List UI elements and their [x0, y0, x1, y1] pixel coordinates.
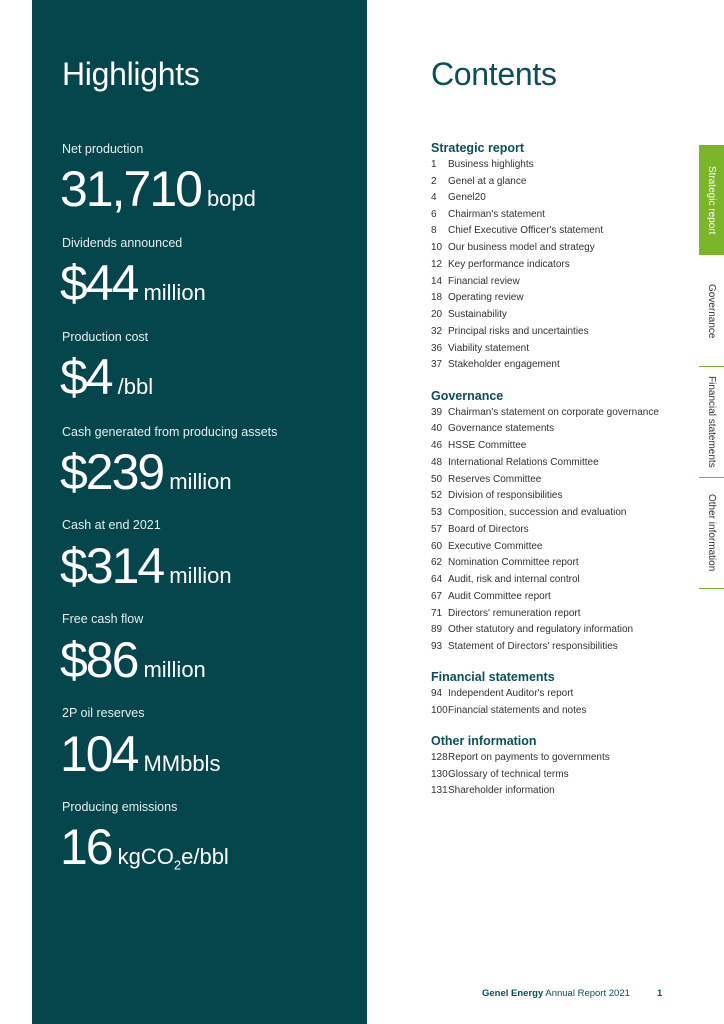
- toc-item[interactable]: [431, 175, 526, 189]
- toc-page-number: 64: [431, 574, 443, 585]
- tab-strategic-report[interactable]: [699, 145, 724, 255]
- metric-number: 31,710: [60, 161, 201, 217]
- toc-item[interactable]: [431, 784, 555, 798]
- page-footer: [482, 988, 663, 999]
- toc-page-number: 93: [431, 641, 443, 652]
- toc-item-label: Independent Auditor's report: [448, 688, 574, 699]
- toc-item-label: Financial statements and notes: [448, 705, 587, 716]
- toc-item-label: HSSE Committee: [448, 440, 527, 451]
- metric-unit: million: [169, 563, 232, 588]
- tab-divider: [699, 588, 724, 589]
- toc-item-label: Shareholder information: [448, 785, 555, 796]
- toc-item-label: Operating review: [448, 292, 524, 303]
- toc-item-label: Report on payments to governments: [448, 752, 610, 763]
- metric-unit: million: [143, 657, 206, 682]
- unit-subscript: 2: [173, 857, 182, 873]
- toc-item[interactable]: [431, 406, 659, 420]
- section-title-other-information[interactable]: Other information: [431, 734, 537, 748]
- metric-value-oil-reserves: [60, 725, 220, 783]
- metric-label-dividends: Dividends announced: [62, 236, 183, 250]
- metric-number: $86: [60, 632, 138, 688]
- highlights-title: Highlights: [62, 56, 200, 92]
- toc-item-label: Audit Committee report: [448, 591, 551, 602]
- metric-label-free-cash-flow: Free cash flow: [62, 612, 144, 626]
- toc-page-number: 71: [431, 608, 443, 619]
- toc-item[interactable]: [431, 607, 581, 621]
- toc-page-number: 89: [431, 624, 443, 635]
- metric-unit: million: [143, 280, 206, 305]
- toc-item-label: Governance statements: [448, 423, 555, 434]
- metric-number: 104: [60, 726, 138, 782]
- contents-title: Contents: [431, 56, 557, 92]
- metric-number: $239: [60, 444, 164, 500]
- toc-item-label: Glossary of technical terms: [448, 769, 569, 780]
- toc-item[interactable]: [431, 590, 551, 604]
- toc-item[interactable]: [431, 358, 560, 372]
- toc-item[interactable]: [431, 308, 507, 322]
- toc-item-label: Board of Directors: [448, 524, 529, 535]
- toc-item-label: Directors' remuneration report: [448, 608, 581, 619]
- toc-page-number: 57: [431, 524, 443, 535]
- tab-label: Other information: [706, 494, 717, 572]
- toc-page-number: 130: [431, 769, 448, 780]
- toc-page-number: 10: [431, 242, 443, 253]
- metric-unit: bopd: [206, 186, 256, 211]
- toc-page-number: 48: [431, 457, 443, 468]
- toc-page-number: 1: [431, 159, 437, 170]
- toc-page-number: 8: [431, 225, 437, 236]
- toc-item-label: Our business model and strategy: [448, 242, 595, 253]
- unit-suffix: e/bbl: [181, 844, 229, 869]
- toc-page-number: 67: [431, 591, 443, 602]
- tab-governance[interactable]: [699, 256, 724, 366]
- section-title-governance[interactable]: Governance: [431, 389, 504, 403]
- toc-page-number: 32: [431, 326, 443, 337]
- toc-item-label: Composition, succession and evaluation: [448, 507, 627, 518]
- toc-page-number: 128: [431, 752, 448, 763]
- toc-item[interactable]: [431, 640, 618, 654]
- toc-item-label: Key performance indicators: [448, 259, 570, 270]
- tab-label-wrap: [699, 145, 724, 255]
- toc-page-number: 2: [431, 176, 437, 187]
- metric-number: 16: [60, 819, 112, 875]
- metric-value-cash-end: [60, 537, 232, 595]
- toc-item-label: Division of responsibilities: [448, 490, 563, 501]
- footer-title: Annual Report 2021: [545, 988, 630, 999]
- toc-page-number: 37: [431, 359, 443, 370]
- metric-label-production-cost: Production cost: [62, 330, 149, 344]
- toc-item-label: Statement of Directors' responsibilities: [448, 641, 618, 652]
- toc-item-label: Viability statement: [448, 343, 529, 354]
- page-number: 1: [657, 988, 663, 999]
- toc-item[interactable]: [431, 704, 586, 718]
- metric-label-emissions: Producing emissions: [62, 800, 178, 814]
- footer-brand: Genel Energy: [482, 988, 544, 999]
- toc-item[interactable]: [431, 556, 579, 570]
- tab-label: Governance: [706, 283, 717, 339]
- toc-page-number: 46: [431, 440, 443, 451]
- metric-unit: [117, 844, 229, 873]
- toc-item[interactable]: [431, 456, 599, 470]
- toc-item[interactable]: [431, 258, 570, 272]
- metric-unit: million: [169, 469, 232, 494]
- toc-item-label: Executive Committee: [448, 541, 543, 552]
- toc-page-number: 50: [431, 474, 443, 485]
- toc-page-number: 100: [431, 705, 448, 716]
- toc-page-number: 53: [431, 507, 443, 518]
- metric-label-oil-reserves: 2P oil reserves: [62, 706, 145, 720]
- metric-label-net-production: Net production: [62, 142, 144, 156]
- metric-value-dividends: [60, 254, 206, 312]
- toc-item-label: International Relations Committee: [448, 457, 599, 468]
- toc-item[interactable]: [431, 523, 529, 537]
- toc-item-label: Chairman's statement on corporate governance: [448, 407, 659, 418]
- toc-item[interactable]: [431, 224, 603, 238]
- metric-unit: /bbl: [117, 374, 154, 399]
- toc-item[interactable]: [431, 342, 529, 356]
- toc-page-number: 131: [431, 785, 448, 796]
- toc-item[interactable]: [431, 158, 534, 172]
- metric-value-free-cash-flow: [60, 631, 206, 689]
- tab-label-wrap: [699, 367, 724, 477]
- tab-other-information[interactable]: [699, 478, 724, 588]
- metric-unit: MMbbls: [143, 751, 221, 776]
- tab-label: Financial statements: [706, 376, 717, 468]
- toc-page-number: 6: [431, 209, 437, 220]
- toc-item[interactable]: [431, 208, 545, 222]
- metric-value-emissions: [60, 818, 229, 876]
- highlights-panel: [32, 0, 367, 1024]
- metric-label-cash-generated: Cash generated from producing assets: [62, 425, 278, 439]
- toc-page-number: 14: [431, 276, 443, 287]
- toc-item[interactable]: [431, 241, 595, 255]
- toc-item[interactable]: [431, 325, 589, 339]
- metric-number: $44: [60, 255, 138, 311]
- toc-page-number: 36: [431, 343, 443, 354]
- toc-item[interactable]: [431, 506, 626, 520]
- metric-value-net-production: [60, 160, 256, 218]
- toc-item-label: Financial review: [448, 276, 520, 287]
- toc-page-number: 4: [431, 192, 437, 203]
- metric-label-cash-end: Cash at end 2021: [62, 518, 161, 532]
- toc-page-number: 18: [431, 292, 443, 303]
- toc-item-label: Business highlights: [448, 159, 534, 170]
- section-title-financial-statements[interactable]: Financial statements: [431, 670, 555, 684]
- toc-item[interactable]: [431, 751, 610, 765]
- toc-item[interactable]: [431, 291, 524, 305]
- toc-page-number: 52: [431, 490, 443, 501]
- section-title-strategic-report[interactable]: Strategic report: [431, 141, 525, 155]
- metric-number: $314: [60, 538, 164, 594]
- toc-item[interactable]: [431, 768, 569, 782]
- metric-value-production-cost: [60, 348, 153, 406]
- tab-financial-statements[interactable]: [699, 367, 724, 477]
- toc-page-number: 62: [431, 557, 443, 568]
- tab-label-wrap: [699, 478, 724, 588]
- toc-item-label: Stakeholder engagement: [448, 359, 560, 370]
- toc-item[interactable]: [431, 489, 563, 503]
- toc-item-label: Audit, risk and internal control: [448, 574, 580, 585]
- tab-label: Strategic report: [706, 165, 717, 235]
- toc-item-label: Reserves Committee: [448, 474, 542, 485]
- toc-item[interactable]: [431, 573, 580, 587]
- toc-page-number: 60: [431, 541, 443, 552]
- toc-page-number: 12: [431, 259, 443, 270]
- toc-item[interactable]: [431, 540, 542, 554]
- toc-item[interactable]: [431, 439, 526, 453]
- toc-item-label: Chairman's statement: [448, 209, 545, 220]
- unit-prefix: kgCO: [117, 844, 174, 869]
- toc-item[interactable]: [431, 275, 520, 289]
- tab-label-wrap: [699, 256, 724, 366]
- toc-item-label: Genel20: [448, 192, 486, 203]
- toc-item[interactable]: [431, 687, 573, 701]
- toc-page-number: 39: [431, 407, 443, 418]
- toc-page-number: 40: [431, 423, 443, 434]
- toc-item-label: Other statutory and regulatory information: [448, 624, 634, 635]
- toc-item-label: Nomination Committee report: [448, 557, 579, 568]
- toc-item-label: Sustainability: [448, 309, 507, 320]
- toc-item[interactable]: [431, 422, 554, 436]
- toc-item[interactable]: [431, 623, 633, 637]
- toc-page-number: 94: [431, 688, 443, 699]
- toc-item-label: Genel at a glance: [448, 176, 527, 187]
- toc-page-number: 20: [431, 309, 443, 320]
- toc-item-label: Chief Executive Officer's statement: [448, 225, 604, 236]
- toc-item[interactable]: [431, 473, 541, 487]
- metric-value-cash-generated: [60, 443, 232, 501]
- metric-number: $4: [60, 349, 112, 405]
- toc-item[interactable]: [431, 191, 486, 205]
- toc-item-label: Principal risks and uncertainties: [448, 326, 589, 337]
